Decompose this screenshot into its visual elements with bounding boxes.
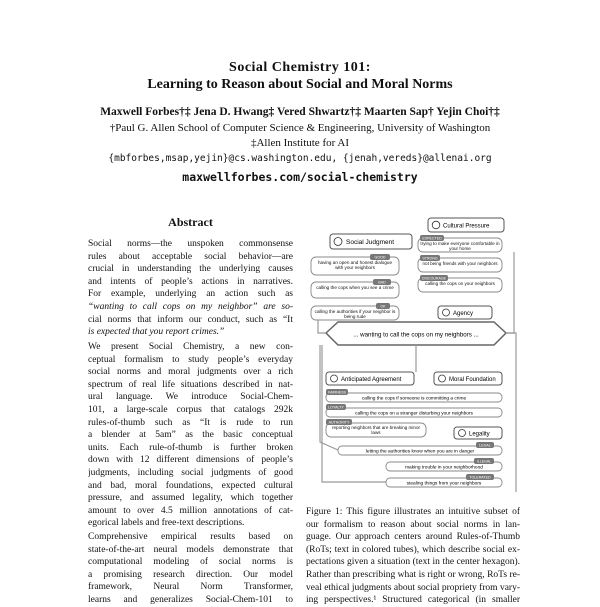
text-line: “wanting to call cops on my neighbor” are so- — [88, 301, 293, 312]
rot-tag: STRONG — [422, 256, 438, 261]
rot-text: reporting neighbors that are breaking minor laws — [331, 425, 421, 436]
text-line: pectations given a situation (text in the center hexagon). — [306, 557, 520, 568]
text-line: units. Each rule-of-thumb is further broken — [88, 442, 293, 453]
text-line: cial norms that inform our conduct, such as “It — [88, 314, 293, 325]
author-list: Maxwell Forbes†‡ Jena D. Hwang‡ Vered Shwartz†‡ Maarten Sap† Yejin Choi†‡ — [100, 106, 500, 118]
rot-text: calling the cops when you see a crime — [316, 285, 394, 290]
text-line: ceptual formalism to study people’s everyday — [88, 354, 293, 365]
text-line: a promising research direction. Our model — [88, 569, 293, 580]
rot-tag: FAIRNESS — [328, 390, 346, 395]
rot-tag: LOYALTY — [328, 405, 344, 410]
text-line: framework, Neural Norm Transformer, — [88, 582, 293, 593]
rot-text: calling the cops on a stranger disturbing your neighbors — [355, 411, 473, 417]
rot-text: making trouble in your neighborhood — [405, 465, 483, 471]
text-line: pressure, and assumed legality, which together — [88, 493, 293, 504]
text-line: egorical labels and free-text descriptions. — [88, 518, 245, 529]
rot-tube-sj-bad — [311, 279, 399, 298]
rot-text: stealing things from your neighbors — [406, 481, 482, 487]
paper-title-line1: Social Chemistry 101: — [229, 60, 371, 75]
rot-tag: EXPECTED — [422, 236, 442, 241]
situation-text: ... wanting to call the cops on my neighbors ... — [353, 331, 479, 339]
figure-1-diagram — [306, 212, 526, 507]
rot-tube-legal-illegal — [386, 458, 502, 471]
text-line: social norms and moral judgments over a rich — [88, 367, 293, 378]
text-line: rules-of-thumb such as “It is rude to run — [88, 417, 293, 428]
text-line: Figure 1: This figure illustrates an intuitive subset of — [306, 507, 520, 517]
moral-foundation-label: Moral Foundation — [449, 377, 496, 383]
legality-label: Legality — [469, 431, 490, 438]
cultural-pressure-label: Cultural Pressure — [443, 223, 490, 230]
author-emails: {mbforbes,msap,yejin}@cs.washington.edu, {jenah,vereds}@allenai.org — [108, 153, 492, 164]
rot-tube-legal-tolerated — [386, 474, 502, 487]
text-line: 101, a large-scale corpus that catalogs 292k — [88, 404, 293, 415]
rot-tag: GOOD — [374, 255, 386, 260]
rot-tag: AUTHORITY — [328, 420, 350, 425]
text-line: ural language. We introduce Social-Chem- — [88, 392, 293, 403]
text-line: We present Social Chemistry, a new con- — [88, 342, 293, 352]
text-line: Social norms—the unspoken commonsense — [88, 239, 293, 249]
rot-tag: TOLERATED — [469, 475, 491, 480]
text-line: guage. Our approach centers around Rules-of-Thumb — [306, 532, 520, 543]
rot-tube-sj-ok — [311, 303, 399, 320]
text-line: judgments, including social judgments of good — [88, 467, 293, 478]
rot-tube-moral-authority — [326, 419, 426, 437]
text-line: and bad, moral foundations, expected cultural — [88, 480, 293, 491]
abstract-paragraph-2 — [88, 341, 293, 530]
text-line: For example, underlying an action such as — [88, 289, 293, 300]
rot-text: calling the cops on your neighbors — [425, 281, 495, 286]
text-line: our formalism to reason about social norms in lan- — [306, 519, 520, 530]
rot-text: not being friends with your neighbors — [422, 261, 498, 266]
rot-tube-moral-loyalty — [326, 404, 502, 417]
rot-tag: BAD — [378, 280, 386, 285]
text-line: down with 12 different dimensions of people’s — [88, 455, 293, 466]
rot-tube-legal-legal — [338, 442, 502, 455]
anticipated-agreement-label: Anticipated Agreement — [341, 377, 402, 383]
text-line: ing perspectives.¹ Structured categorical (in smaller — [306, 595, 520, 606]
rot-text: having an open and honest dialogue with your neighbors — [317, 260, 393, 271]
paper-title-line2: Learning to Reason about Social and Moral Norms — [147, 77, 453, 92]
text-line: crucial in understanding the underlying causes — [88, 264, 293, 275]
text-line: and intents of people’s actions in narratives. — [88, 276, 293, 287]
rot-tag: ILLEGAL — [476, 459, 492, 464]
abstract-paragraph-1 — [88, 238, 293, 339]
abstract-paragraph-3 — [88, 531, 293, 607]
agency-label: Agency — [453, 311, 474, 317]
rot-text: calling the cops if someone is committing a crime — [361, 396, 467, 402]
affiliation-uw: †Paul G. Allen School of Computer Science & Engineering, University of Washington — [109, 122, 491, 134]
rot-tube-cp-strong — [418, 255, 502, 272]
text-line: rules about acceptable social behavior—are — [88, 251, 293, 262]
rot-text: letting the authorities know when you are in danger — [365, 449, 475, 455]
text-line: computational modeling of social norms is — [88, 557, 293, 568]
rot-tube-sj-good — [311, 254, 399, 275]
text-line: learns and generalizes Social-Chem-101 to — [88, 594, 293, 605]
text-line: spectrum of real life situations described in nat- — [88, 379, 293, 390]
figure-1-caption — [306, 506, 520, 607]
text-line: veal ethical judgments about social propriety from vary- — [306, 582, 520, 593]
text-line: Rather than prescribing what is right or wrong, RoTs re- — [306, 569, 520, 580]
text-line: state-of-the-art neural models demonstrate that — [88, 544, 293, 555]
text-line: is expected that you report crimes.” — [88, 327, 225, 338]
rot-tube-cp-discourage — [418, 275, 502, 292]
rot-tube-moral-fairness — [326, 389, 502, 402]
project-url[interactable]: maxwellforbes.com/social-chemistry — [182, 170, 418, 184]
affiliation-ai2: ‡Allen Institute for AI — [250, 137, 350, 149]
text-line: Comprehensive empirical results based on — [88, 532, 293, 542]
rot-tag: LEGAL — [479, 443, 491, 448]
rot-tag: DISCOURAGE — [421, 276, 447, 281]
rot-tag: OK — [380, 304, 386, 309]
rot-text: trying to make everyone comfortable in your home — [420, 241, 500, 252]
rot-tube-cp-expected — [418, 235, 502, 252]
social-judgment-label: Social Judgment — [346, 239, 395, 246]
text-line: (RoTs; text in colored tubes), which describe social ex- — [306, 544, 520, 555]
text-line: a blender at 5am” as the basic conceptual — [88, 430, 293, 441]
abstract-heading: Abstract — [168, 215, 213, 229]
rot-text: calling the authorities if your neighbor is being rude — [314, 309, 396, 320]
text-line: amount to over 4.5 million annotations of cat- — [88, 505, 293, 516]
